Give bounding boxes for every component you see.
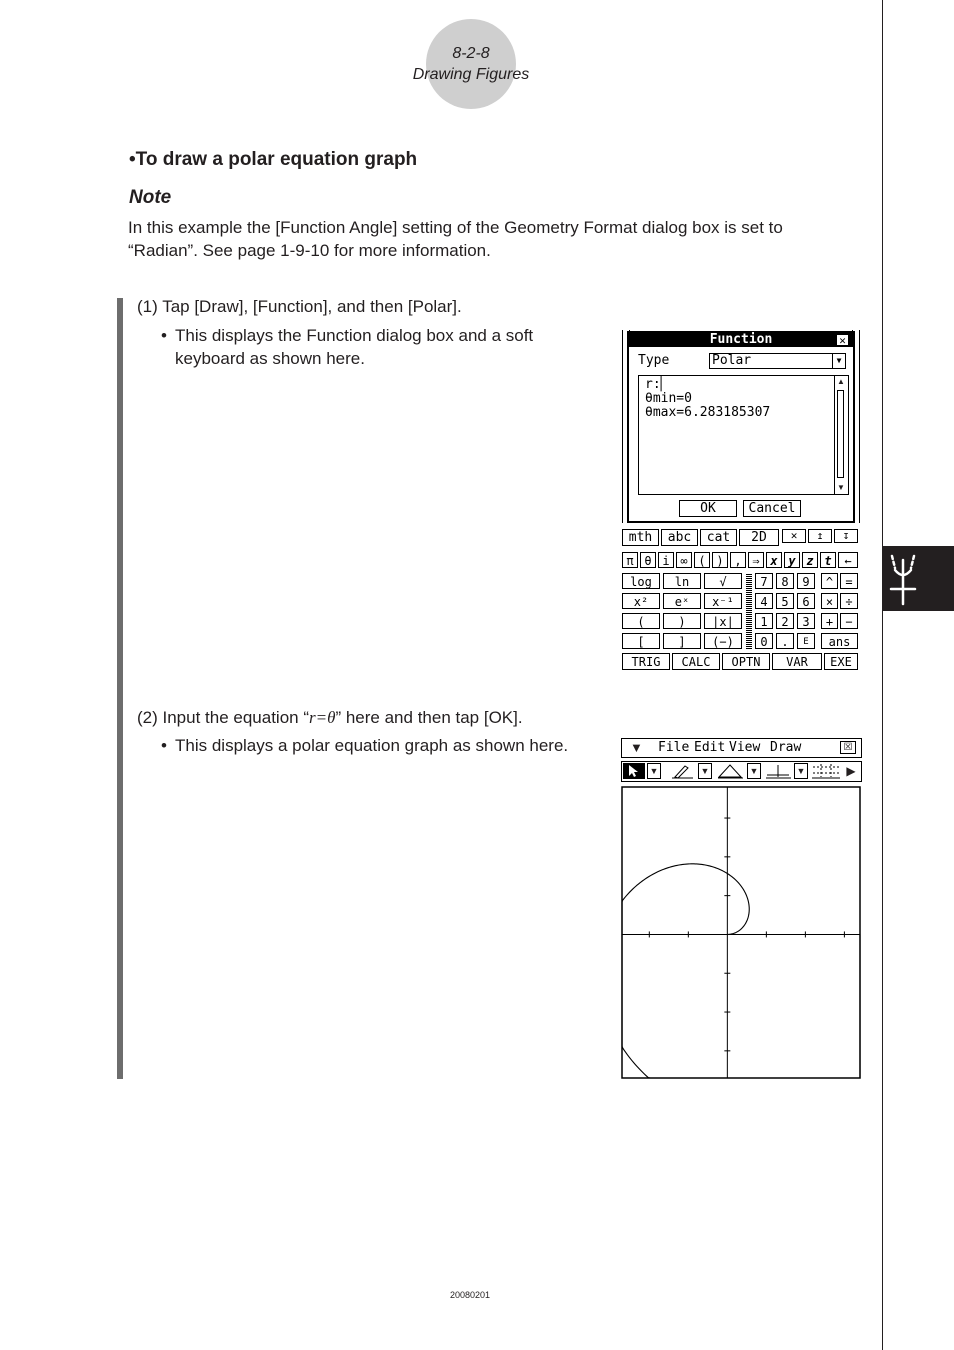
symbol-key-row — [622, 552, 862, 568]
key-minus[interactable]: − — [840, 613, 858, 629]
app-close-icon[interactable]: ☒ — [840, 741, 856, 754]
key-divide[interactable]: ÷ — [840, 593, 858, 609]
step-2-label: (2) Input the equation “r=θ” here and then tap [OK]. — [137, 708, 523, 727]
key-ln[interactable]: ln — [663, 573, 701, 589]
keyboard-tab-abc[interactable]: abc — [661, 529, 698, 546]
key-square[interactable]: x² — [622, 593, 660, 609]
pen-tool-dropdown-icon[interactable]: ▼ — [698, 763, 712, 779]
type-label: Type — [638, 353, 670, 368]
key-abs[interactable]: |x| — [704, 613, 742, 629]
keyboard-tab-mth[interactable]: mth — [622, 529, 659, 546]
heading-bullet: • — [129, 149, 136, 170]
note-title: Note — [129, 187, 172, 208]
key-close-paren-2[interactable]: ) — [663, 613, 701, 629]
select-tool-dropdown-icon[interactable]: ▼ — [647, 763, 661, 779]
key-exe[interactable]: EXE — [824, 653, 858, 670]
chapter-tab — [883, 546, 954, 611]
geometry-toolbar — [621, 761, 862, 782]
step-1-bullet-text: This displays the Function dialog box and a soft keyboard as shown here. — [175, 326, 534, 368]
step-2-bullet: • This displays a polar equation graph as shown here. — [161, 734, 611, 757]
key-e[interactable]: E — [797, 633, 815, 649]
backspace-icon[interactable]: ← — [838, 552, 858, 568]
cancel-button[interactable]: Cancel — [743, 500, 801, 517]
page-header-circle — [426, 19, 516, 109]
step-1-bullet: • This displays the Function dialog box and a soft keyboard as shown here. — [161, 324, 591, 370]
key-open-paren[interactable]: ( — [694, 552, 710, 568]
menu-view[interactable]: View — [729, 740, 761, 755]
theta-min-line: θmin=0 — [645, 391, 692, 406]
keyboard-tab-2d[interactable]: 2D — [739, 529, 779, 546]
theta-max-line: θmax=6.283185307 — [645, 405, 771, 420]
menu-file[interactable]: File — [658, 740, 690, 755]
key-5[interactable]: 5 — [776, 593, 794, 609]
type-select-value: Polar — [712, 353, 752, 368]
key-negate[interactable]: (−) — [704, 633, 742, 649]
key-7[interactable]: 7 — [755, 573, 773, 589]
margin-rule — [882, 0, 883, 1350]
key-calc[interactable]: CALC — [672, 653, 720, 670]
geometry-menu-bar — [621, 738, 862, 758]
key-9[interactable]: 9 — [797, 573, 815, 589]
ok-button[interactable]: OK — [679, 500, 737, 517]
key-3[interactable]: 3 — [797, 613, 815, 629]
scroll-up-icon[interactable]: ▲ — [837, 377, 845, 386]
polar-graph[interactable] — [621, 786, 862, 1080]
keyboard-close-icon[interactable]: ✕ — [782, 529, 806, 543]
keyboard-down-icon[interactable]: ↧ — [834, 529, 858, 543]
key-0[interactable]: 0 — [755, 633, 773, 649]
menu-draw[interactable]: Draw — [770, 740, 802, 755]
equation-edit-area[interactable] — [638, 375, 849, 495]
key-z[interactable]: z — [802, 552, 818, 568]
key-multiply[interactable]: × — [821, 593, 838, 609]
triangle-tool-dropdown-icon[interactable]: ▼ — [747, 763, 761, 779]
select-tool-icon[interactable] — [623, 763, 645, 779]
key-equals[interactable]: = — [840, 573, 858, 589]
page-number: 8-2-8 — [452, 45, 490, 62]
key-y[interactable]: y — [784, 552, 800, 568]
perpendicular-tool-dropdown-icon[interactable]: ▼ — [794, 763, 808, 779]
key-6[interactable]: 6 — [797, 593, 815, 609]
key-trig[interactable]: TRIG — [622, 653, 670, 670]
footer-code: 20080201 — [449, 1290, 491, 1300]
triangle-tool-icon[interactable] — [716, 763, 744, 779]
section-heading: •To draw a polar equation graph — [129, 149, 418, 170]
dialog-title: Function — [709, 332, 773, 347]
scroll-down-icon[interactable]: ▼ — [837, 483, 845, 492]
menu-down-icon[interactable]: ▼ — [630, 740, 643, 755]
key-4[interactable]: 4 — [755, 593, 773, 609]
key-1[interactable]: 1 — [755, 613, 773, 629]
key-close-paren[interactable]: ) — [712, 552, 728, 568]
keyboard-divider — [746, 573, 752, 649]
key-sqrt[interactable]: √ — [704, 573, 742, 589]
key-t[interactable]: t — [820, 552, 836, 568]
function-dialog — [627, 331, 855, 523]
key-infinity[interactable]: ∞ — [676, 552, 692, 568]
scroll-thumb[interactable] — [837, 390, 844, 478]
key-log[interactable]: log — [622, 573, 660, 589]
menu-edit[interactable]: Edit — [694, 740, 726, 755]
key-var[interactable]: VAR — [772, 653, 822, 670]
dialog-title-bar — [629, 333, 853, 347]
key-power[interactable]: ^ — [821, 573, 838, 589]
key-8[interactable]: 8 — [776, 573, 794, 589]
grid-tool-icon[interactable] — [811, 763, 841, 779]
step-side-bar — [117, 298, 123, 1079]
polar-graph-screenshot — [621, 738, 863, 1083]
edit-scrollbar[interactable] — [834, 376, 848, 494]
geometry-chapter-icon — [883, 546, 954, 611]
key-theta[interactable]: θ — [640, 552, 656, 568]
toolbar-scroll-right-icon[interactable]: ▶ — [846, 764, 856, 778]
key-store[interactable]: ⇒ — [748, 552, 764, 568]
key-optn[interactable]: OPTN — [722, 653, 770, 670]
key-open-paren-2[interactable]: ( — [622, 613, 660, 629]
section-title: Drawing Figures — [412, 66, 530, 83]
pen-tool-icon[interactable] — [669, 763, 695, 779]
chevron-down-icon[interactable]: ▼ — [832, 354, 845, 368]
key-exp[interactable]: eˣ — [663, 593, 701, 609]
keyboard-up-icon[interactable]: ↥ — [808, 529, 832, 543]
key-plus[interactable]: + — [821, 613, 838, 629]
graph-frame — [622, 787, 860, 1078]
key-pi[interactable]: π — [622, 552, 638, 568]
key-x[interactable]: x — [766, 552, 782, 568]
key-comma[interactable]: , — [730, 552, 746, 568]
key-i[interactable]: i — [658, 552, 674, 568]
key-decimal[interactable]: . — [776, 633, 794, 649]
step-2-bullet-text: This displays a polar equation graph as shown here. — [175, 736, 569, 755]
dialog-close-button[interactable]: ✕ — [836, 334, 849, 346]
step-1-label: (1) Tap [Draw], [Function], and then [Polar]. — [137, 297, 462, 316]
key-ans[interactable]: ans — [821, 633, 858, 649]
key-close-bracket[interactable]: ] — [663, 633, 701, 649]
keyboard-tab-cat[interactable]: cat — [700, 529, 737, 546]
function-dialog-screenshot — [622, 330, 862, 675]
key-2[interactable]: 2 — [776, 613, 794, 629]
type-select[interactable] — [709, 353, 846, 369]
key-open-bracket[interactable]: [ — [622, 633, 660, 649]
perpendicular-tool-icon[interactable] — [764, 763, 792, 779]
equation-math: r=θ — [309, 708, 336, 727]
key-reciprocal[interactable]: x⁻¹ — [704, 593, 742, 609]
note-text: In this example the [Function Angle] setting of the Geometry Format dialog box is set to “Radian”. See page 1-9-10 for more information. — [128, 218, 783, 260]
radius-expression-line[interactable]: r:▏ — [645, 377, 669, 392]
soft-keyboard — [622, 528, 862, 675]
